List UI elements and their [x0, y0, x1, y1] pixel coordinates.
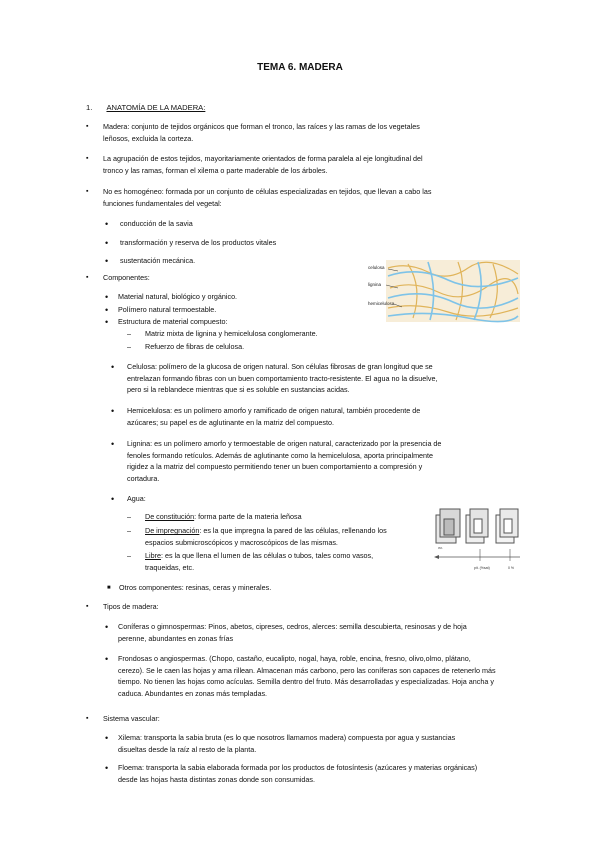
agua-constitucion: De constitución: forma parte de la materia leñosa	[145, 512, 302, 521]
p-floema: Floema: transporta la sabia elaborada formada por los productos de fotosíntesis (azúcares y materias orgánicas) desde las hojas hasta distintas zonas donde son consumidas.	[118, 763, 478, 784]
componente-item: Material natural, biológico y orgánico.	[118, 292, 238, 301]
dash: –	[127, 329, 131, 338]
p-agrupacion: La agrupación de estos tejidos, mayoritariamente orientados de forma paralela al eje longitudinal del tronco y las ramas, forman el xilema o parte maderable de los árboles.	[103, 154, 423, 175]
fig-label-zero: 0 %	[508, 566, 515, 570]
section-label: ANATOMÍA DE LA MADERA:	[106, 103, 206, 112]
p-coniferas: Coníferas o gimnospermas: Pinos, abetos, cipreses, cedros, alerces: semilla descubierta, resinosas y de hoja perenne, abundantes en zonas frías	[118, 622, 467, 643]
agua-impregnacion: De impregnación: es la que impregna la pared de las células, rellenando los espacios submicroscópicos y macroscópicos de las mismas.	[145, 526, 387, 547]
bullet-dot: •	[111, 439, 115, 449]
bullet-dot: •	[105, 292, 109, 302]
dash: –	[127, 342, 131, 351]
p-madera: Madera: conjunto de tejidos orgánicos que forman el tronco, las raíces y las ramas de los vegetales leñosos, excluida la corteza.	[103, 122, 420, 143]
axis-arrow	[434, 555, 439, 559]
bullet-dot: •	[111, 494, 115, 504]
bullet-small-square: ■	[107, 585, 111, 591]
bullet-dot: •	[105, 305, 109, 315]
p-hemicelulosa: Hemicelulosa: es un polímero amorfo y ramificado de origen natural, también procedente de azúcares; su papel es de aglutinante en la matriz del compuesto.	[127, 406, 421, 427]
page-title: TEMA 6. MADERA	[257, 62, 343, 73]
dash: –	[127, 526, 131, 535]
funcion-item: sustentación mecánica.	[120, 256, 196, 265]
dash: –	[127, 512, 131, 521]
p-homogeneo: No es homogéneo: formada por un conjunto de células especializadas en tejidos, que llevan a cabo las funciones fundamentales del vegetal:	[103, 187, 432, 208]
fig-label-celulosa: celulosa	[368, 265, 385, 270]
bullet-square: ▪	[86, 155, 89, 162]
agua-libre: Libre: es la que llena el lumen de las células o tubos, tales como vasos, traqueidas, etc.	[145, 551, 374, 572]
otros-componentes: Otros componentes: resinas, ceras y minerales.	[119, 583, 272, 592]
fig-label-left: 0%	[438, 546, 443, 550]
bullet-square: ▪	[86, 123, 89, 130]
bullet-dot: •	[105, 733, 109, 743]
componente-item: Polímero natural termoestable.	[118, 305, 217, 314]
bullet-square: ▪	[86, 274, 89, 281]
funcion-item: transformación y reserva de los productos vitales	[120, 238, 277, 247]
cell-block-3	[496, 509, 518, 543]
bullet-square: ▪	[86, 188, 89, 195]
estructura-item: Matriz mixta de lignina y hemicelulosa conglomerante.	[145, 329, 318, 338]
fig-label-lignina: lignina	[368, 282, 382, 287]
bullet-dot: •	[105, 238, 109, 248]
componentes-label: Componentes:	[103, 273, 150, 282]
cell-block-1	[436, 509, 460, 543]
bullet-dot: •	[105, 256, 109, 266]
fibras-diagram	[368, 258, 522, 324]
p-celulosa: Celulosa: polímero de la glucosa de origen natural. Son células fibrosas de gran longitud que se entrelazan formando fibras con un buen comportamiento tracto-resistente. El agua no la disuelve, pero si la reblandece mientras que si es soluble en sustancias acidas.	[127, 362, 438, 394]
section-heading	[86, 102, 205, 114]
agua-diagram	[432, 505, 522, 583]
bullet-dot: •	[111, 362, 115, 372]
sistema-label: Sistema vascular:	[103, 714, 160, 723]
p-lignina: Lignina: es un polímero amorfo y termoestable de origen natural, caracterizado por la presencia de fenoles formando retículos. Además de aglutinante como la hemicelulosa, aporta principalmente rigidez a la matriz del compuesto permitiendo tener un buen comportamiento a compresión y cortadura.	[127, 439, 442, 483]
bullet-dot: •	[105, 622, 109, 632]
fig-label-hemicelulosa: hemicelulosa	[368, 301, 395, 306]
section-number: 1.	[86, 103, 93, 112]
componente-item: Estructura de material compuesto:	[118, 317, 228, 326]
bullet-dot: •	[105, 317, 109, 327]
funcion-item: conducción de la savia	[120, 219, 193, 228]
dash: –	[127, 551, 131, 560]
bullet-dot: •	[111, 406, 115, 416]
bullet-square: ▪	[86, 715, 89, 722]
bullet-dot: •	[105, 654, 109, 664]
cell-block-2	[466, 509, 488, 543]
fig-label-sat: pit. (%sat)	[474, 566, 490, 570]
tipos-label: Tipos de madera:	[103, 602, 159, 611]
p-frondosas: Frondosas o angiospermas. (Chopo, castaño, eucalipto, nogal, haya, roble, encina, fresno, olivo,olmo, plátano, cerezo). Se le caen las hojas y ama rillean. Almacenan más carbono, pero las coníferas son capaces de retenerlo más tiempo. No tienen las hojas como acículas. Semilla dentro del fruto. Más desarrolladas y especializadas. Hoja ancha y caduca. Abundantes en zonas más templadas.	[118, 654, 496, 698]
estructura-item: Refuerzo de fibras de celulosa.	[145, 342, 245, 351]
bullet-dot: •	[105, 219, 109, 229]
bullet-dot: •	[105, 763, 109, 773]
agua-label: Agua:	[127, 494, 146, 503]
p-xilema: Xilema: transporta la sabia bruta (es lo que nosotros llamamos madera) compuesta por agua y sustancias disueltas desde la raíz al resto de la planta.	[118, 733, 456, 754]
bullet-square: ▪	[86, 603, 89, 610]
